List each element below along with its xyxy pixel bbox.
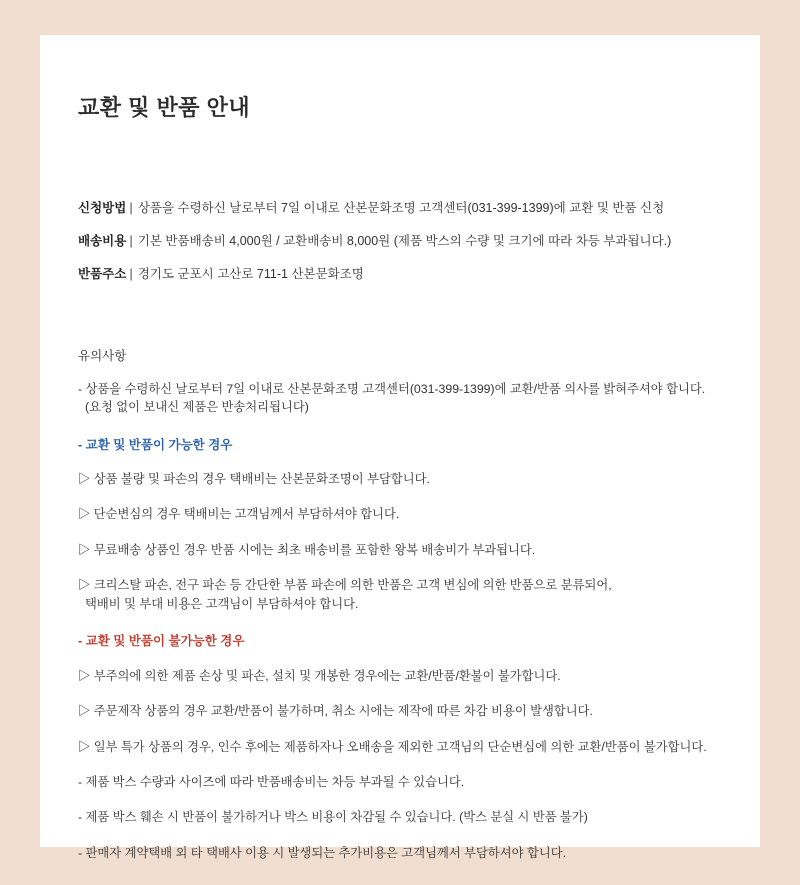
- list-item-main: ▷ 상품 불량 및 파손의 경우 택배비는 산본문화조명이 부담합니다.: [78, 472, 430, 487]
- summary-separator: |: [129, 234, 133, 249]
- list-item: [78, 667, 730, 685]
- summary-row: [78, 232, 730, 251]
- content-card: [40, 35, 760, 860]
- section-label-exchange-possible: - 교환 및 반품이 가능한 경우: [78, 437, 233, 452]
- list-item: - 제품 박스 훼손 시 반품이 불가하거나 박스 비용이 차감될 수 있습니다. (박스 분실 시 반품 불가): [78, 810, 588, 825]
- summary-row: [78, 265, 730, 284]
- summary-separator: |: [129, 201, 133, 216]
- list-item: [78, 576, 730, 613]
- list-item: [78, 738, 730, 756]
- list-item: [78, 505, 730, 523]
- list-item: [78, 702, 730, 720]
- list-item-main: ▷ 단순변심의 경우 택배비는 고객님께서 부담하셔야 합니다.: [78, 507, 400, 522]
- content-inner: [78, 95, 730, 879]
- notice-intro: [78, 380, 730, 417]
- extra-list: [78, 773, 730, 862]
- summary-row: [78, 199, 730, 218]
- list-item: [78, 470, 730, 488]
- summary-value: 상품을 수령하신 날로부터 7일 이내로 산본문화조명 고객센터(031-399-1399)에 교환 및 반품 신청: [137, 201, 665, 216]
- possible-list: [78, 470, 730, 613]
- page-title: 교환 및 반품 안내: [78, 95, 251, 120]
- list-item-main: ▷ 무료배송 상품인 경우 반품 시에는 최초 배송비를 포함한 왕복 배송비가 부과됩니다.: [78, 542, 536, 557]
- list-item: [78, 541, 730, 559]
- list-item-main: ▷ 주문제작 상품의 경우 교환/반품이 불가하며, 취소 시에는 제작에 따른 차감 비용이 발생합니다.: [78, 704, 593, 719]
- summary-value: 경기도 군포시 고산로 711-1 산본문화조명: [137, 266, 364, 281]
- summary-block: [78, 199, 730, 283]
- summary-value: 기본 반품배송비 4,000원 / 교환배송비 8,000원 (제품 박스의 수량 및 크기에 따라 차등 부과됩니다.): [137, 234, 672, 249]
- impossible-list: [78, 667, 730, 756]
- notice-intro-sub: (요청 없이 보내신 제품은 반송처리됩니다): [85, 400, 309, 415]
- summary-label: 배송비용: [78, 234, 127, 249]
- section-label-exchange-impossible: - 교환 및 반품이 불가능한 경우: [78, 634, 245, 649]
- notice-intro-main: - 상품을 수령하신 날로부터 7일 이내로 산본문화조명 고객센터(031-399-1399)에 교환/반품 의사를 밝혀주셔야 합니다.: [78, 381, 706, 396]
- list-item-main: ▷ 크리스탈 파손, 전구 파손 등 간단한 부품 파손에 의한 반품은 고객 변심에 의한 반품으로 분류되어,: [78, 578, 612, 593]
- notice-block: [78, 346, 730, 863]
- list-item: - 제품 박스 수량과 사이즈에 따라 반품배송비는 차등 부과될 수 있습니다.: [78, 775, 465, 790]
- list-item-main: ▷ 부주의에 의한 제품 손상 및 파손, 설치 및 개봉한 경우에는 교환/반품/환불이 불가합니다.: [78, 668, 561, 683]
- summary-separator: |: [129, 266, 133, 281]
- notice-heading: 유의사항: [78, 348, 127, 363]
- summary-label: 신청방법: [78, 201, 127, 216]
- list-item: - 판매자 계약택배 외 타 택배사 이용 시 발생되는 추가비용은 고객님께서 부담하셔야 합니다.: [78, 845, 567, 860]
- list-item-main: ▷ 일부 특가 상품의 경우, 인수 후에는 제품하자나 오배송을 제외한 고객님의 단순변심에 의한 교환/반품이 불가합니다.: [78, 739, 707, 754]
- list-item-sub: 택배비 및 부대 비용은 고객님이 부담하셔야 합니다.: [85, 596, 359, 611]
- summary-label: 반품주소: [78, 266, 127, 281]
